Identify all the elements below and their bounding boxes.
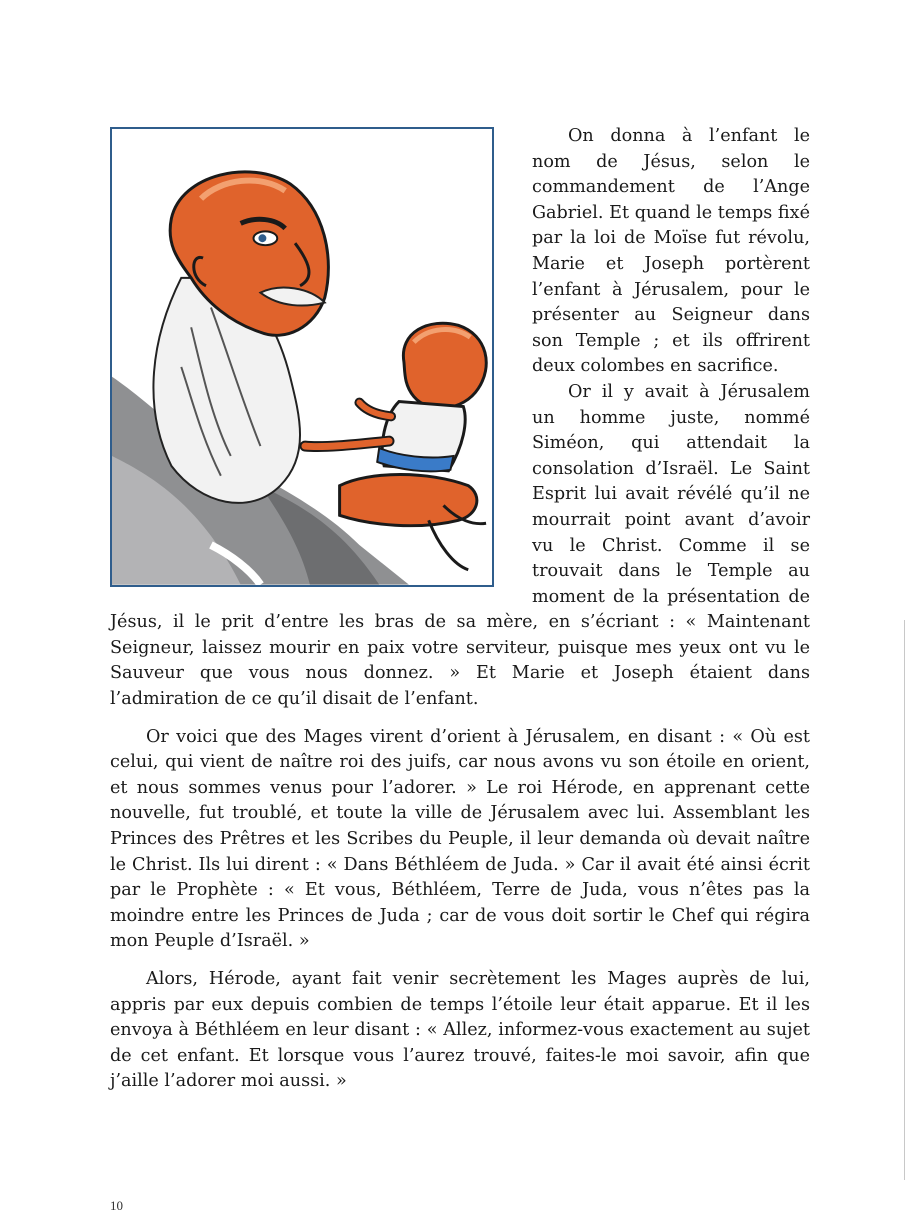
paragraph-4: Alors, Hérode, ayant fait venir secrètement les Mages auprès de lui, appris par eux depuis combien de temps l’étoile leur était apparue. Et il les envoya à Béthléem en leur disant : « Allez, informez-vous exactement au sujet de cet enfant. Et lorsque vous l’aurez trouvé, faites-le moi savoir, afin que j’aille l’adorer moi aussi. » <box>110 969 810 1092</box>
paragraph-3: Or voici que des Mages virent d’orient à Jérusalem, en disant : « Où est celui, qui vient de naître roi des juifs, car nous avons vu son étoile en orient, et nous sommes venus pour l’adorer. » Le roi Hérode, en apprenant cette nouvelle, fut troublé, et toute la ville de Jérusalem avec lui. Assemblant les Princes des Prêtres et les Scribes du Peuple, il leur demanda où devait naître le Christ. Ils lui dirent : « Dans Béthléem de Juda. » Car il avait été ainsi écrit par le Prophète : « Et vous, Béthléem, Terre de Juda, vous n’êtes pas la moindre entre les Princes de Juda ; car de vous doit sortir le Chef qui régira mon Peuple d’Israël. » <box>110 726 810 952</box>
paragraph-1: On donna à l’enfant le nom de Jésus, selon le commandement de l’Ange Gabriel. Et quand le temps fixé par la loi de Moïse fut révolu, Marie et Joseph portèrent l’enfant à Jérusalem, pour le présenter au Seigneur dans son Temple ; et ils offrirent deux colombes en sacrifice. <box>532 126 810 377</box>
simeon-child-drawing <box>112 129 492 585</box>
illustration-simeon <box>110 127 494 587</box>
page-edge-line <box>904 620 905 1180</box>
body-text <box>110 124 810 1095</box>
paragraph-2: Or il y avait à Jérusalem un homme juste, nommé Siméon, qui attendait la consolation d’Israël. Le Saint Esprit lui avait révélé qu’il ne mourrait point avant d’avoir vu le Christ. Comme il se trouvait dans le Temple au moment de la présentation de Jésus, il le prit d’entre les bras de sa mère, en s’écriant : « Maintenant Seigneur, laissez mourir en paix votre serviteur, puisque mes yeux ont vu le Sauveur que vous nous donnez. » Et Marie et Joseph étaient dans l’admiration de ce qu’il disait de l’enfant. <box>110 381 810 710</box>
page-number: 10 <box>110 1198 123 1213</box>
